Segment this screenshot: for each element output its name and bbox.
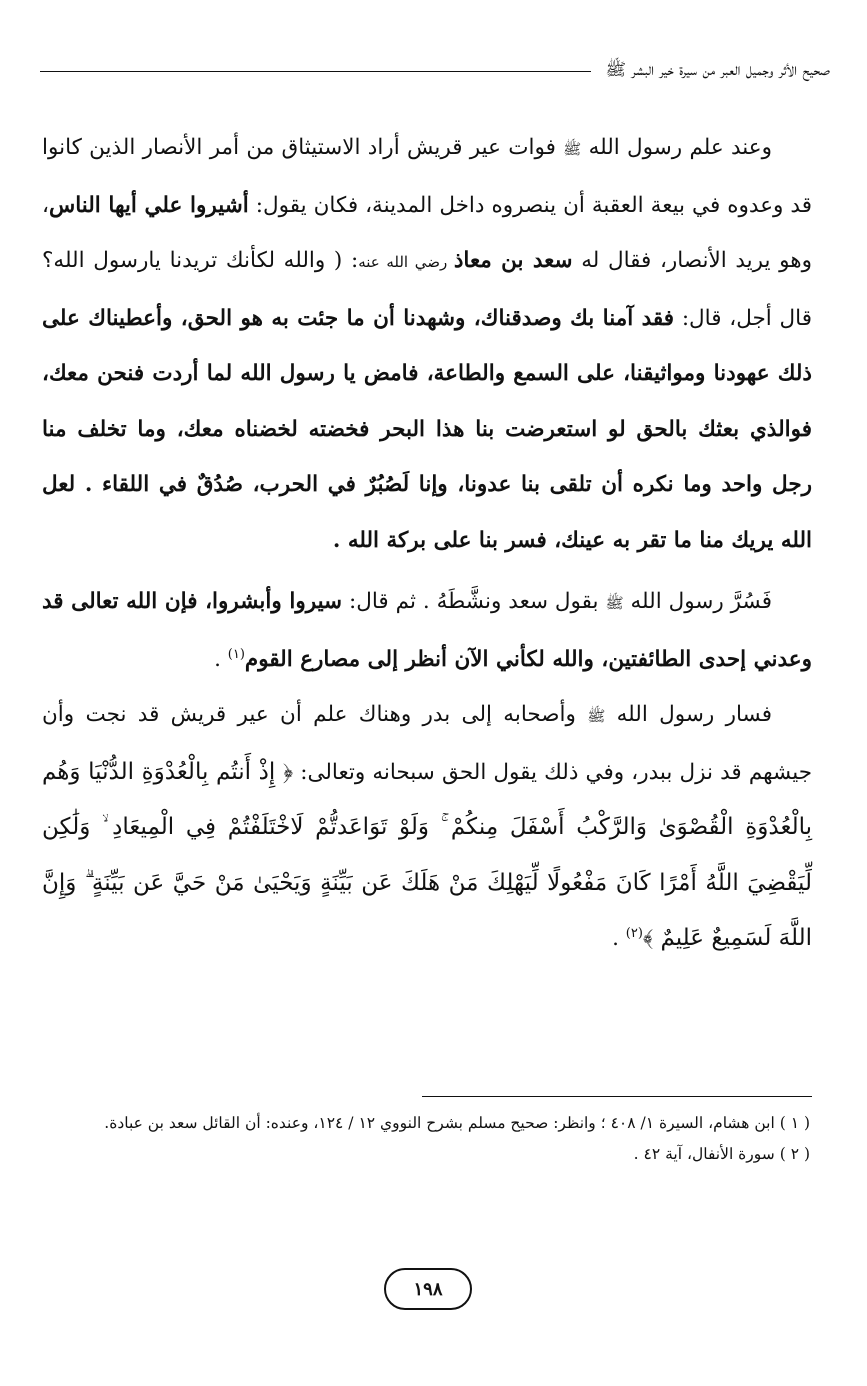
text-run: فوات عير قريش أراد الاستيثاق من أمر الأنصار الذين كانوا قد وعدوه في بيعة العقبة أن ينصروه داخل المدينة، فكان يقول:	[42, 135, 812, 218]
text-run: وعند علم رسول الله	[581, 135, 772, 160]
text-run: بقول سعد ونشَّطَهُ . ثم قال:	[342, 589, 606, 614]
footnote-ref-1[interactable]: (١)	[227, 646, 245, 662]
bold-quote: أشيروا علي أيها الناس	[48, 192, 249, 218]
text-run: : ( والله لكأنك تريدنا يارسول الله؟ قال أجل، قال:	[42, 248, 812, 331]
paragraph-3	[42, 687, 812, 967]
running-head-title: صحيح الأثر وجميل العبر من سيرة خير البشر ﷺ	[605, 59, 830, 80]
bold-name: سعد بن معاذ	[453, 248, 573, 273]
running-head	[40, 58, 830, 84]
bold-quote: سيروا وأبشروا، فإن الله تعالى قد وعدني إحدى الطائفتين، والله لكأني الآن أنظر إلى مصارع القوم	[42, 589, 812, 672]
bold-quote: فقد آمنا بك وصدقناك، وشهدنا أن ما جئت به هو الحق، وأعطيناك على ذلك عهودنا ومواثيقنا، على السمع والطاعة، فامض يا رسول الله لما أردت فنحن معك، فوالذي بعثك بالحق لو استعرضت بنا هذا البحر فخضته لخضناه معك، وما تخلف منا رجل واحد وما نكره أن تلقى بنا عدونا، وإنا لَصُبُرٌ في الحرب، صُدُقٌ في اللقاء . لعل الله يريك منا ما تقر به عينك، فسر بنا على بركة الله .	[42, 305, 812, 553]
footnote-separator	[422, 1096, 812, 1097]
footnote-1: ( ١ ) ابن هشام، السيرة ١/ ٤٠٨ ؛ وانظر: صحيح مسلم بشرح النووي ١٢ / ١٢٤، وعنده: أن القائل سعد بن عبادة.	[104, 1114, 810, 1132]
paragraph-2	[42, 574, 812, 687]
main-text	[42, 120, 812, 967]
text-run: ، وهو يريد الأنصار، فقال له	[42, 192, 812, 273]
footnote-ref-2[interactable]: (٢)	[625, 925, 643, 941]
quran-verse: ﴿ إِذْ أَنتُم بِالْعُدْوَةِ الدُّنْيَا وَهُم بِالْعُدْوَةِ الْقُصْوَىٰ وَالرَّكْبُ أَسْفَلَ مِنكُمْ ۚ وَلَوْ تَوَاعَدتُّمْ لَاخْتَلَفْتُمْ فِي الْمِيعَادِ ۙ وَلَٰكِن لِّيَقْضِيَ اللَّهُ أَمْرًا كَانَ مَفْعُولًا لِّيَهْلِكَ مَنْ هَلَكَ عَن بَيِّنَةٍ وَيَحْيَىٰ مَنْ حَيَّ عَن بَيِّنَةٍ ۗ وَإِنَّ اللَّهَ لَسَمِيعٌ عَلِيمٌ ﴾	[42, 758, 812, 951]
text-run: .	[612, 926, 626, 951]
footnote-2: ( ٢ ) سورة الأنفال، آية ٤٢ .	[633, 1145, 810, 1163]
paragraph-1	[42, 120, 812, 568]
text-run: فَسُرَّ رسول الله	[623, 589, 772, 614]
text-run: .	[214, 646, 228, 672]
salutation-symbol: ﷺ	[587, 707, 606, 725]
radiallah-symbol: رضي الله عنه	[358, 253, 454, 271]
page-number: ١٩٨	[384, 1268, 472, 1310]
text-run: وأصحابه إلى بدر وهناك علم أن عير قريش قد نجت وأن جيشهم قد نزل ببدر، وفي ذلك يقول الحق سبحانه وتعالى:	[42, 702, 812, 785]
salutation-symbol: ﷺ	[563, 140, 582, 158]
text-run: فسار رسول الله	[605, 702, 773, 727]
salutation-symbol: ﷺ	[605, 594, 624, 612]
footnotes	[42, 1108, 810, 1170]
running-head-rule	[40, 71, 591, 72]
